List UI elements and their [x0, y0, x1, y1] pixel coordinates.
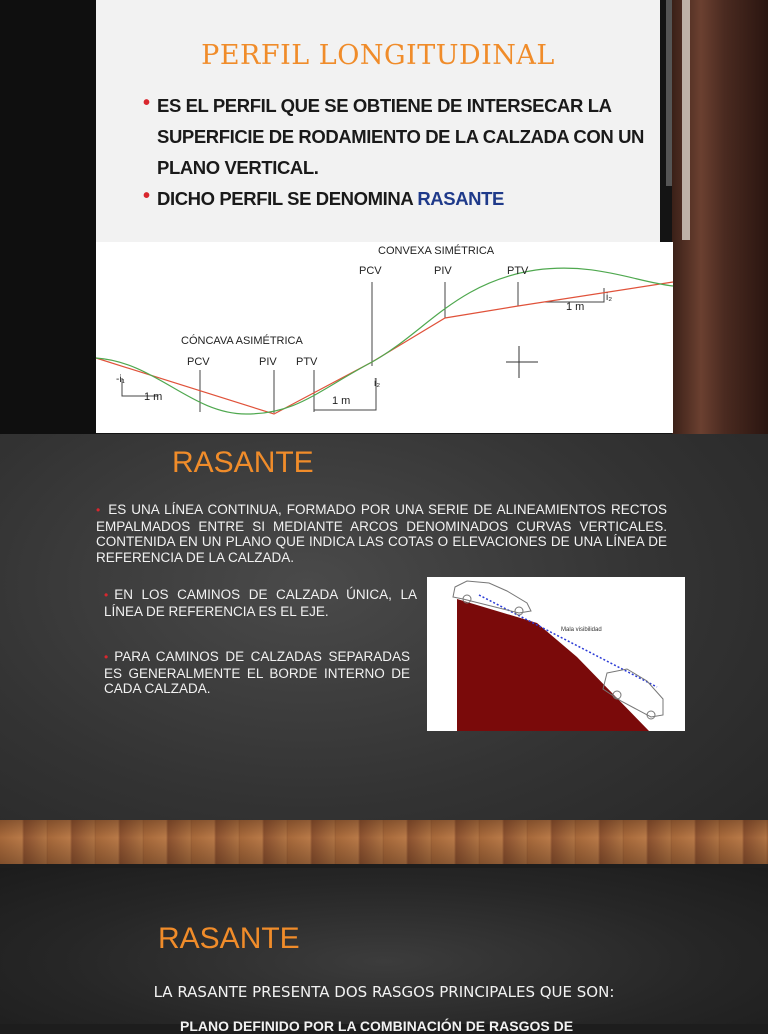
concave-label: CÓNCAVA ASIMÉTRICA [181, 335, 303, 347]
pcv-right-label: PCV [359, 265, 382, 277]
cut-off-text: PLANO DEFINIDO POR LA COMBINACIÓN DE RASGOS DE [180, 1018, 574, 1034]
ptv-right-label: PTV [507, 265, 529, 277]
bullet-dot-icon: • [104, 588, 109, 602]
slope-neg-i1-label: -i₁ [116, 374, 125, 385]
piv-right-label: PIV [434, 265, 452, 277]
slope-bracket-right [544, 288, 604, 302]
slide-title: PERFIL LONGITUDINAL [201, 40, 555, 71]
wooden-floor [0, 820, 768, 864]
highlight-rasante: RASANTE [417, 188, 504, 209]
intro-text: LA RASANTE PRESENTA DOS RASGOS PRINCIPALES QUE SON: [153, 983, 615, 1001]
bullet-dot-icon: • [96, 503, 101, 517]
slope-i2-right-label: i₂ [606, 292, 613, 303]
convex-label: CONVEXA SIMÉTRICA [378, 245, 495, 257]
bullet-item: • DICHO PERFIL SE DENOMINA RASANTE [143, 183, 648, 214]
slide-perfil-longitudinal [0, 0, 768, 434]
bullet-separate-carriageways: • PARA CAMINOS DE CALZADAS SEPARADAS ES GENERALMENTE EL BORDE INTERNO DE CADA CALZADA. [104, 649, 410, 696]
slope-i2-mid-label: i₂ [374, 378, 381, 389]
piv-left-label: PIV [259, 356, 277, 368]
pcv-left-label: PCV [187, 356, 210, 368]
sight-distance-illustration [427, 577, 685, 731]
hill-svg [427, 577, 685, 731]
vertical-curve-diagram [96, 242, 673, 433]
bullet-dot-icon: • [143, 185, 150, 207]
vertical-curve-svg [96, 242, 673, 433]
ptv-left-label: PTV [296, 356, 318, 368]
one-meter-left-label: 1 m [144, 391, 163, 403]
one-meter-mid-label: 1 m [332, 395, 351, 407]
bullet-dot-icon: • [104, 650, 109, 664]
brick-wall-background [672, 0, 768, 434]
bullet-dot-icon: • [143, 92, 150, 114]
slide-title: RASANTE [158, 922, 300, 955]
bullet-list [143, 90, 648, 214]
hill-shape [457, 599, 649, 731]
slide-rasante-definition [0, 434, 768, 864]
bullet-single-carriageway: • EN LOS CAMINOS DE CALZADA ÚNICA, LA LÍNEA DE REFERENCIA ES EL EJE. [104, 587, 417, 619]
slide-left-margin [0, 0, 96, 434]
definition-paragraph: • ES UNA LÍNEA CONTINUA, FORMADO POR UNA SERIE DE ALINEAMIENTOS RECTOS EMPALMADOS ENTRE SI MEDIANTE ARCOS DENOMINADOS CURVAS VERTICALES. CONTENIDA EN UN PLANO QUE INDICA LAS COTAS O ELEVACIONES DE UNA LÍNEA DE REFERENCIA DE LA CALZADA. [96, 502, 667, 565]
slide-title: RASANTE [172, 446, 314, 479]
one-meter-right-label: 1 m [566, 301, 585, 313]
visibility-label: Mala visibilidad [561, 627, 602, 633]
bullet-item: • ES EL PERFIL QUE SE OBTIENE DE INTERSECAR LA SUPERFICIE DE RODAMIENTO DE LA CALZADA CON UN PLANO VERTICAL. [143, 90, 648, 183]
slide-rasante-features [0, 868, 768, 1034]
